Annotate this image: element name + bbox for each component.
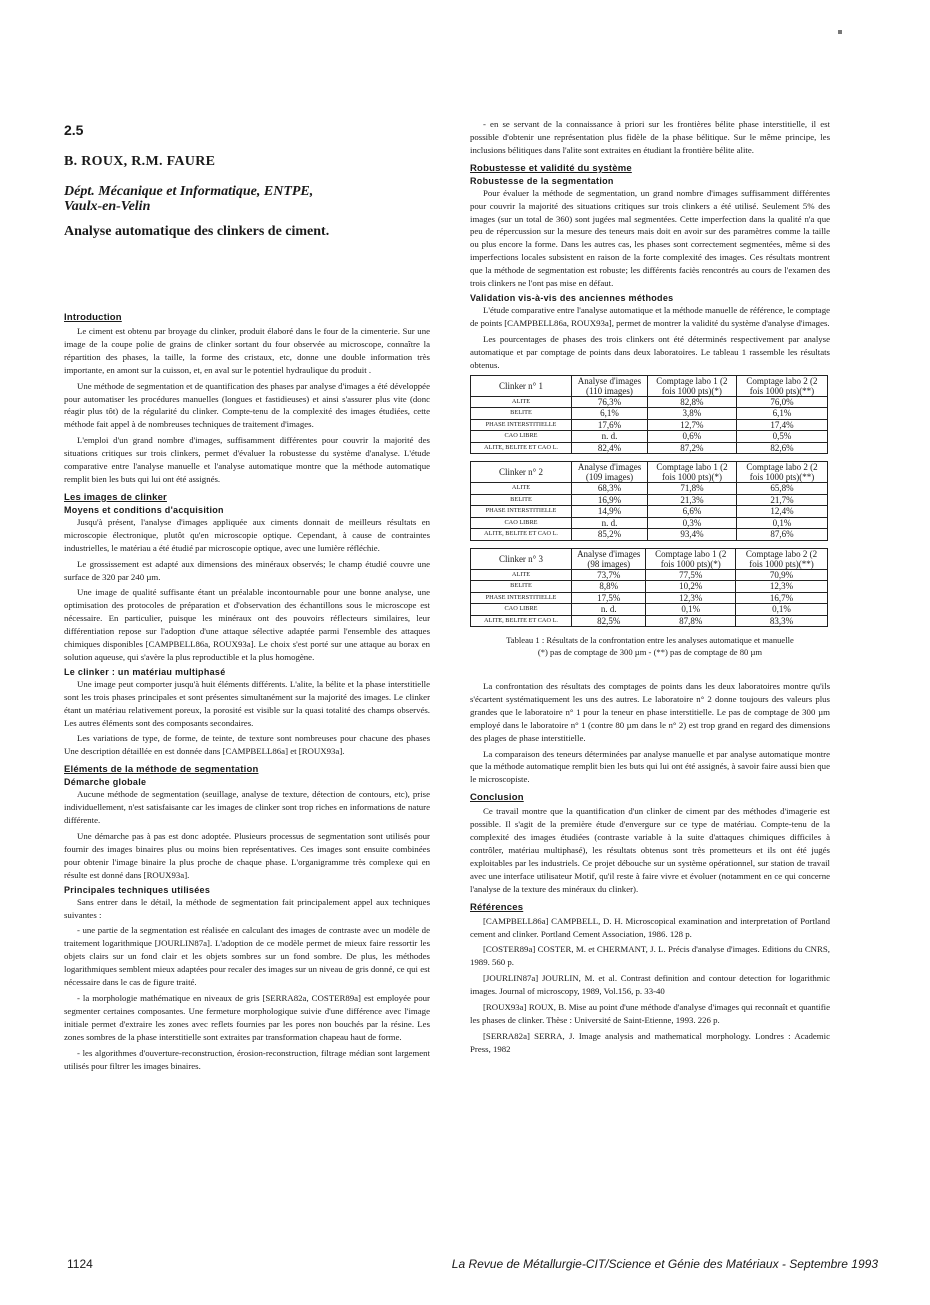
table-header-cell: Analyse d'images (109 images) (572, 462, 648, 483)
phase-label-cell: CAO LIBRE (471, 517, 572, 529)
affiliation (64, 184, 430, 214)
paragraph: La confrontation des résultats des comptages de points dans les deux laboratoires montre qu'ils s'écartent systématiquement les uns des autres. Le laboratoire n° 2 donne toujours des valeurs plus grandes que le laboratoire n° 1 pour la teneur en phase interstitielle. Le pas de comptage de 300 µm employé dans le laboratoire n° 1 (contre 80 µm dans le n° 2) est trop grand en regard des dimensions des plages de phase interstitielle. (470, 681, 830, 743)
paragraph: - les algorithmes d'ouverture-reconstruction, érosion-reconstruction, filtrage médian sont largement utilisés pour filtrer les images binaires. (64, 1047, 430, 1071)
paragraph: Une image peut comporter jusqu'à huit éléments différents. L'alite, la bélite et la phase interstitielle sont les trois phases principales et sont présentes simultanément sur la majorité des images. Le clinker étant un matériau relativement poreux, la porosité est visible sur la quasi totalité des champs observés. Les autres éléments sont des composants secondaires. (64, 678, 430, 728)
value-cell: 87,8% (646, 615, 736, 627)
value-cell: 3,8% (647, 408, 736, 420)
table-row (471, 604, 828, 616)
table-row (471, 442, 828, 454)
value-cell: n. d. (572, 431, 648, 443)
results-table (470, 375, 828, 455)
subsection-heading: Le clinker : un matériau multiphasé (64, 666, 226, 677)
table-row (471, 581, 828, 593)
phase-label-cell: PHASE INTERSTITIELLE (471, 592, 572, 604)
results-table (470, 461, 828, 541)
value-cell: 82,5% (572, 615, 646, 627)
subsection-heading: Principales techniques utilisées (64, 884, 211, 895)
table-caption-line: (*) pas de comptage de 300 µm - (**) pas de comptage de 80 µm (537, 647, 763, 657)
value-cell: 71,8% (648, 483, 737, 495)
phase-label-cell: BELITE (471, 581, 572, 593)
affiliation-line: Vaulx-en-Velin (64, 199, 151, 214)
scan-mark (838, 30, 842, 34)
table-row (471, 529, 828, 541)
paragraph: Sans entrer dans le détail, la méthode de segmentation fait principalement appel aux techniques suivantes : (64, 896, 430, 920)
phase-label-cell: PHASE INTERSTITIELLE (471, 419, 572, 431)
phase-label-cell: ALITE, BELITE ET CAO L. (471, 529, 572, 541)
value-cell: 6,1% (572, 408, 648, 420)
section-heading: Références (470, 901, 524, 913)
value-cell: 0,1% (646, 604, 736, 616)
paragraph: Ce travail montre que la quantification d'un clinker de ciment par des méthodes d'imagerie est possible. Il s'agit de la première étude d'envergure sur ce type de matériau. Compte-tenu de la complexité des images étudiées (contraste variable à la suite d'attaques chimiques difficiles à contrôler, matériau multiphasé), les résultats obtenus sont très prometteurs et ils ont été jugés exploitables par les industriels. Ce projet débouche sur un système opérationnel, sur station de travail avec une interface utilisateur Motif, qu'il reste à faire vivre et évoluer (notamment en ce qui concerne l'analyse de la texture des minéraux du clinker). (470, 806, 830, 894)
table-row (471, 396, 828, 408)
reference-entry: [JOURLIN87a] JOURLIN, M. et al. Contrast definition and contour detection for logarithmic images. Journal of microscopy, 1989, Vol.156, p. 33-40 (470, 973, 830, 997)
value-cell: 6,6% (648, 506, 737, 518)
table-header-cell: Comptage labo 1 (2 fois 1000 pts)(*) (648, 462, 737, 483)
value-cell: 93,4% (648, 529, 737, 541)
value-cell: 0,1% (736, 604, 828, 616)
value-cell: 77,5% (646, 569, 736, 581)
table-header-row (471, 548, 828, 569)
paragraph: Pour évaluer la méthode de segmentation, un grand nombre d'images suffisamment différentes pour couvrir la majorité des situations critiques sur trois clinkers a été utilisé. Seulement 5% des images (sur un total de 360) sont jugées mal segmentées. Cette imperfection dans la qualité n'a que peu de répercussion sur la mesure des teneurs mais doit en avoir sur des paramètres comme la taille ou plus encore la forme. Dans les autres cas, les phases sont correctement segmentées, même si des imperfections locales subsistent en raison de la forte complexité des images. Ces résultats montrent que la méthode de segmentation est robuste; les différents faciès rencontrés au cours de l'examen des trois clinkers ne l'ont pas mise en défaut. (470, 187, 830, 289)
paragraph: Une méthode de segmentation et de quantification des phases par analyse d'images a été développée pour automatiser les procédures manuelles (longues et fastidieuses) et ainsi s'assurer plus vite (donc réagir plus tôt) de la régularité du clinker. Compte-tenu de la complexité des images étudiées, cette méthode fait appel à de nombreuses techniques de traitement d'images. (64, 380, 430, 430)
table-header-cell: Clinker n° 2 (471, 462, 572, 483)
value-cell: n. d. (572, 517, 648, 529)
phase-label-cell: ALITE (471, 396, 572, 408)
paragraph: Une démarche pas à pas est donc adoptée. Plusieurs processus de segmentation sont utilisés pour fournir des images binaires plus ou moins bien représentatives. Ces images sont ensuite combinées pour obtenir l'image binaire la plus proche de chaque phase. L'organigramme très complexe qui en résulte est donné dans [ROUX93a]. (64, 831, 430, 880)
value-cell: 12,7% (647, 419, 736, 431)
table-header-row (471, 462, 828, 483)
value-cell: 68,3% (572, 483, 648, 495)
journal-footer: La Revue de Métallurgie-CIT/Science et Génie des Matériaux - Septembre 1993 (451, 1257, 878, 1271)
article-title: Analyse automatique des clinkers de ciment. (64, 224, 330, 239)
value-cell: 17,6% (572, 419, 648, 431)
affiliation-line: Dépt. Mécanique et Informatique, ENTPE, (64, 184, 314, 199)
reference-entry: [ROUX93a] ROUX, B. Mise au point d'une méthode d'analyse d'images qui reconnaît et quantifie les phases de clinker. Thèse : Université de Saint-Etienne, 1993. 226 p. (470, 1002, 830, 1025)
value-cell: 12,3% (646, 592, 736, 604)
phase-label-cell: PHASE INTERSTITIELLE (471, 506, 572, 518)
paragraph: - en se servant de la connaissance à priori sur les frontières bélite phase interstitielle, il est possible d'obtenir une représentation plus fidèle de la phase bélitique. Sur le même principe, les inclusions bélitiques dans l'alite sont extraites en étudiant la frontière bélite alite. (470, 119, 830, 155)
table-header-cell: Analyse d'images (98 images) (572, 548, 646, 569)
table-header-cell: Comptage labo 2 (2 fois 1000 pts)(**) (736, 375, 827, 396)
table-row (471, 592, 828, 604)
right-top-body (470, 118, 830, 372)
paragraph: L'emploi d'un grand nombre d'images, suffisamment différentes pour couvrir la majorité des situations critiques sur trois clinkers, permet d'évaluer la robustesse du système d'analyse. L'étude comparative entre l'analyse manuelle et l'analyse automatique montre que la méthode automatique remplit bien les buts qui lui ont été assignés. (64, 435, 430, 484)
table-header-cell: Comptage labo 1 (2 fois 1000 pts)(*) (647, 375, 736, 396)
paragraph: Les pourcentages de phases des trois clinkers ont été déterminés respectivement par analyse automatique et par comptage de points dans deux laboratoires. Le tableau 1 rassemble les résultats obtenus. (470, 333, 830, 370)
table-row (471, 517, 828, 529)
paragraph: Aucune méthode de segmentation (seuillage, analyse de texture, détection de contours, etc), prise individuellement, n'est satisfaisante car les images de clinker sont trop riches en informations de nature différente. (64, 789, 430, 826)
results-tables (470, 375, 830, 628)
value-cell: 0,3% (648, 517, 737, 529)
table-row (471, 615, 828, 627)
value-cell: 0,5% (736, 431, 827, 443)
paragraph: Le ciment est obtenu par broyage du clinker, produit élaboré dans le four de la cimenterie. Sur une image de la coupe polie de grains de clinker sortant du four observée au microscope, connaître la répartition des phases, la taille, la forme des cristaux, etc, donne une double information très importante, en amont sur la cuisson, et, en aval sur le potentiel hydraulique du produit . (64, 326, 430, 375)
table-row (471, 483, 828, 495)
table-row (471, 431, 828, 443)
table-caption-line: Tableau 1 : Résultats de la confrontation entre les analyses automatique et manuelle (506, 635, 794, 645)
phase-label-cell: BELITE (471, 408, 572, 420)
right-bottom-body (470, 680, 830, 1056)
value-cell: 17,4% (736, 419, 827, 431)
paragraph: Le grossissement est adapté aux dimensions des minéraux observés; le champ étudié couvre une surface de 320 par 240 µm. (64, 558, 430, 582)
section-heading: Robustesse et validité du système (470, 162, 632, 174)
phase-label-cell: ALITE (471, 483, 572, 495)
reference-entry: [SERRA82a] SERRA, J. Image analysis and mathematical morphology. Londres : Academic Press, 1982 (470, 1030, 830, 1054)
value-cell: 76,0% (736, 396, 827, 408)
section-heading: Eléments de la méthode de segmentation (64, 764, 259, 776)
phase-label-cell: CAO LIBRE (471, 431, 572, 443)
table-header-cell: Analyse d'images (110 images) (572, 375, 648, 396)
value-cell: 21,3% (648, 494, 737, 506)
value-cell: 16,9% (572, 494, 648, 506)
table-row (471, 494, 828, 506)
table-row (471, 419, 828, 431)
table-header-cell: Clinker n° 3 (471, 548, 572, 569)
right-column (470, 118, 830, 1059)
value-cell: 0,1% (736, 517, 827, 529)
paragraph: Une image de qualité suffisante étant un préalable incontournable pour une bonne analyse, une optimisation des protocoles de préparation et d'observation des échantillons sous le microscope est nécessaire. En particulier, puisque les minéraux ont des pouvoirs réflecteurs similaires, leur différentiation repose sur l'adoption d'une attaque sélective adaptée parmi l'ensemble des attaques chimiques disponibles [CAMPBELL86a, ROUX93a]. Le choix s'est porté sur une attaque au borax en solution aqueuse, qui s'avère la plus reproductible et la plus homogène. (64, 587, 430, 662)
value-cell: 87,6% (736, 529, 827, 541)
table-row (471, 506, 828, 518)
paragraph: - la morphologie mathématique en niveaux de gris [SERRA82a, COSTER89a] est employée pour segmenter certaines composantes. Une fermeture morphologique suivie d'une différence avec l'image initiale permet d'extraire les zones avec reflets fournies par les pores non bouchés par la résine. Les zones sombres de la phase interstitielle sont extraites par transformation chapeau haut de forme. (64, 992, 430, 1042)
paragraph: La comparaison des teneurs déterminées par analyse manuelle et par analyse automatique montre que la méthode automatique remplit bien les buts qui lui ont été assignés, à savoir faire aussi bien que le microscopiste. (470, 748, 830, 785)
subsection-heading: Démarche globale (64, 777, 147, 788)
paragraph: L'étude comparative entre l'analyse automatique et la méthode manuelle de référence, le comptage de points [CAMPBELL86a, ROUX93a], permet de montrer la validité du système d'analyse d'images. (470, 304, 830, 328)
value-cell: 65,8% (736, 483, 827, 495)
paragraph: Jusqu'à présent, l'analyse d'images appliquée aux ciments donnait de meilleurs résultats en microscopie électronique, plutôt qu'en microscopie optique. Cependant, à cause de contraintes industrielles, le matériau a été étudié par microscopie optique, avec une lumière réfléchie. (64, 516, 430, 553)
phase-label-cell: ALITE, BELITE ET CAO L. (471, 615, 572, 627)
subsection-heading: Validation vis-à-vis des anciennes méthodes (470, 292, 674, 303)
left-column (64, 114, 430, 1075)
table-header-cell: Comptage labo 2 (2 fois 1000 pts)(**) (736, 548, 828, 569)
value-cell: 85,2% (572, 529, 648, 541)
paragraph: - une partie de la segmentation est réalisée en calculant des images de contraste avec un modèle de traitement logarithmique [JOURLIN87a]. L'adoption de ce modèle permet de mieux faire ressortir les objets clairs sur un fond clair et les objets sombres sur un fond sombre. De plus, les méthodes logarithmiques semblent mieux adaptées pour recaler des images sur un niveau de gris donné, ce qui est nécessaire dans le cas de figure traité. (64, 925, 430, 988)
phase-label-cell: CAO LIBRE (471, 604, 572, 616)
paragraph: Les variations de type, de forme, de teinte, de texture sont nombreuses pour chacune des phases Une description détaillée en est donnée dans [CAMPBELL86a] et [ROUX93a]. (64, 733, 430, 757)
value-cell: 73,7% (572, 569, 646, 581)
table-caption (470, 634, 830, 658)
value-cell: 70,9% (736, 569, 828, 581)
value-cell: 14,9% (572, 506, 648, 518)
table-row (471, 408, 828, 420)
table-row (471, 569, 828, 581)
reference-entry: [COSTER89a] COSTER, M. et CHERMANT, J. L. Précis d'analyse d'images. Editions du CNRS, 1989. 560 p. (470, 944, 830, 968)
table-header-cell: Comptage labo 1 (2 fois 1000 pts)(*) (646, 548, 736, 569)
value-cell: 0,6% (647, 431, 736, 443)
table-header-cell: Comptage labo 2 (2 fois 1000 pts)(**) (736, 462, 827, 483)
section-heading: Les images de clinker (64, 491, 167, 503)
value-cell: 87,2% (647, 442, 736, 454)
left-body (64, 312, 430, 1072)
value-cell: 21,7% (736, 494, 827, 506)
page-number: 1124 (67, 1257, 93, 1271)
section-number: 2.5 (64, 122, 84, 138)
section-heading: Conclusion (470, 792, 524, 804)
phase-label-cell: BELITE (471, 494, 572, 506)
section-heading: Introduction (64, 312, 122, 323)
subsection-heading: Robustesse de la segmentation (470, 175, 614, 186)
value-cell: 16,7% (736, 592, 828, 604)
phase-label-cell: ALITE, BELITE ET CAO L. (471, 442, 572, 454)
table-header-cell: Clinker n° 1 (471, 375, 572, 396)
reference-entry: [CAMPBELL86a] CAMPBELL, D. H. Microscopical examination and interpretation of Portland cement and clinker. Portland Cement Association, 1986. 128 p. (470, 915, 830, 939)
value-cell: 12,4% (736, 506, 827, 518)
value-cell: 83,3% (736, 615, 828, 627)
value-cell: 76,3% (572, 396, 648, 408)
value-cell: 8,8% (572, 581, 646, 593)
value-cell: 12,3% (736, 581, 828, 593)
value-cell: 10,2% (646, 581, 736, 593)
subsection-heading: Moyens et conditions d'acquisition (64, 504, 224, 515)
authors: B. ROUX, R.M. FAURE (64, 154, 216, 169)
value-cell: n. d. (572, 604, 646, 616)
value-cell: 6,1% (736, 408, 827, 420)
table-header-row (471, 375, 828, 396)
results-table (470, 548, 828, 628)
phase-label-cell: ALITE (471, 569, 572, 581)
value-cell: 82,6% (736, 442, 827, 454)
value-cell: 17,5% (572, 592, 646, 604)
value-cell: 82,4% (572, 442, 648, 454)
value-cell: 82,8% (647, 396, 736, 408)
